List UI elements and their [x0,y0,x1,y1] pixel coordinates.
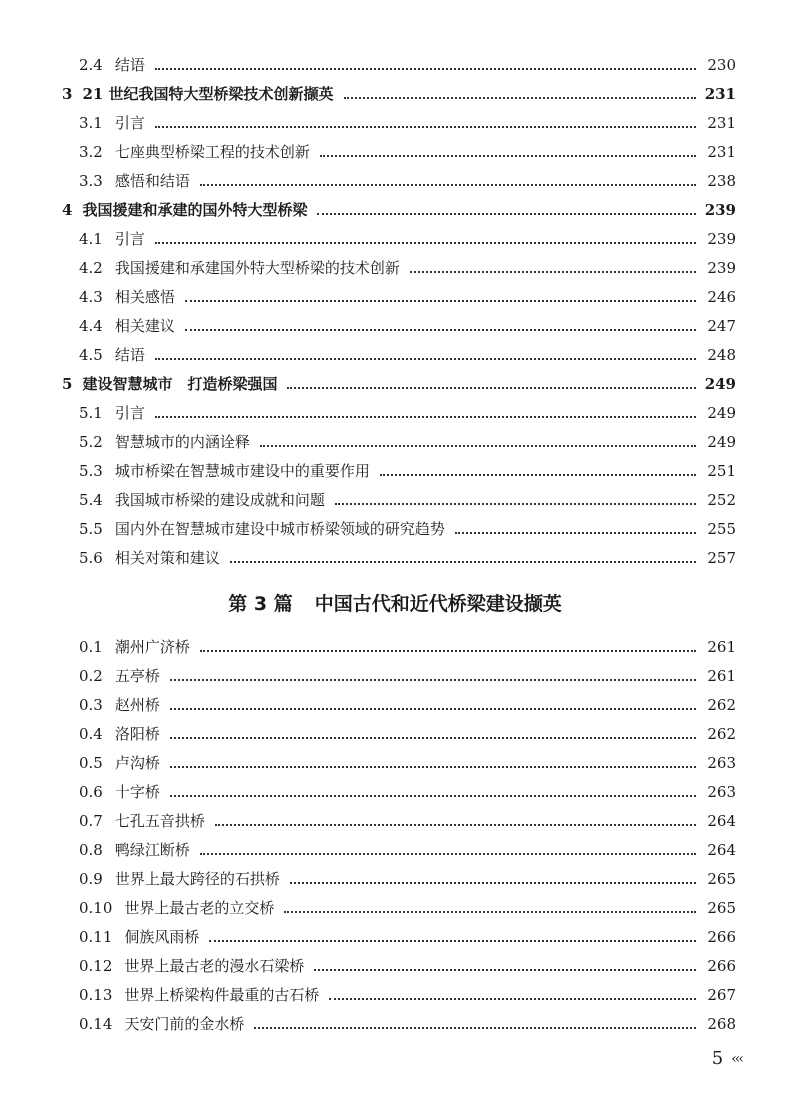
toc-section-continued [0,50,790,572]
toc-entry-number: 0.4 [79,724,103,743]
toc-section-entry[interactable] [0,1009,790,1038]
toc-entry-number: 0.10 [79,898,113,917]
toc-section-entry[interactable] [0,835,790,864]
toc-entry-title: 相关感悟 [114,288,175,306]
dot-leader [335,502,696,505]
toc-entry-title: 卢沟桥 [114,754,160,772]
toc-entry-page: 248 [707,345,736,364]
toc-entry-title: 我国城市桥梁的建设成就和问题 [114,491,325,509]
toc-entry-title: 我国援建和承建国外特大型桥梁的技术创新 [114,259,400,277]
toc-entry-title: 十字桥 [114,783,160,801]
toc-section-part3 [0,632,790,1038]
toc-entry-title: 天安门前的金水桥 [124,1015,245,1033]
toc-section-entry[interactable] [0,980,790,1009]
toc-entry-title: 引言 [114,230,145,248]
toc-entry-number: 0.2 [79,666,103,685]
toc-entry-page: 247 [707,316,736,335]
toc-entry-page: 249 [707,432,736,451]
toc-entry-number: 2.4 [79,55,103,74]
toc-entry-page: 231 [707,142,736,161]
toc-entry-number: 5.4 [79,490,103,509]
dot-leader [155,415,696,418]
dot-leader [314,968,696,971]
dot-leader [455,531,696,534]
page-footer [712,1048,742,1069]
toc-entry-title: 城市桥梁在智慧城市建设中的重要作用 [114,462,370,480]
part-heading [0,572,790,632]
toc-section-entry[interactable] [0,427,790,456]
dot-leader [344,96,696,99]
dot-leader [329,997,696,1000]
toc-entry-title: 结语 [114,346,145,364]
toc-entry-number: 0.11 [79,927,113,946]
dot-leader [155,125,696,128]
toc-entry-number: 4.1 [79,229,103,248]
toc-entry-title: 引言 [114,114,145,132]
toc-entry-number: 5.6 [79,548,103,567]
toc-entry-number: 0.3 [79,695,103,714]
dot-leader [200,852,696,855]
toc-entry-number: 5.5 [79,519,103,538]
toc-entry-title: 结语 [114,56,145,74]
toc-section-entry[interactable] [0,253,790,282]
toc-entry-title: 智慧城市的内涵诠释 [114,433,250,451]
toc-entry-page: 249 [704,374,736,393]
toc-section-entry[interactable] [0,282,790,311]
toc-chapter-entry[interactable] [0,195,790,224]
toc-entry-page: 239 [707,258,736,277]
toc-entry-title: 21 世纪我国特大型桥梁技术创新撷英 [82,85,334,103]
dot-leader [215,823,696,826]
dot-leader [170,765,696,768]
dot-leader [230,560,696,563]
toc-section-entry[interactable] [0,719,790,748]
dot-leader [380,473,696,476]
toc-entry-page: 266 [707,956,736,975]
part-title: 中国古代和近代桥梁建设撷英 [314,592,562,615]
dot-leader [287,386,696,389]
toc-entry-title: 世界上桥梁构件最重的古石桥 [124,986,320,1004]
toc-entry-title: 世界上最古老的立交桥 [124,899,275,917]
toc-entry-title: 七孔五音拱桥 [114,812,205,830]
toc-entry-number: 0.14 [79,1014,113,1033]
toc-entry-title: 洛阳桥 [114,725,160,743]
dot-leader [155,241,696,244]
dot-leader [155,357,696,360]
toc-entry-title: 世界上最古老的漫水石梁桥 [124,957,305,975]
dot-leader [185,299,696,302]
dot-leader [260,444,696,447]
dot-leader [170,678,696,681]
dot-leader [170,736,696,739]
toc-section-entry[interactable] [0,951,790,980]
toc-entry-page: 239 [704,200,736,219]
toc-chapter-entry[interactable] [0,369,790,398]
toc-entry-page: 239 [707,229,736,248]
toc-entry-page: 255 [707,519,736,538]
toc-entry-number: 3.1 [79,113,103,132]
dot-leader [290,881,696,884]
dot-leader [209,939,696,942]
dot-leader [284,910,696,913]
toc-entry-page: 263 [707,753,736,772]
toc-entry-page: 265 [707,869,736,888]
toc-section-entry[interactable] [0,50,790,79]
toc-entry-page: 252 [707,490,736,509]
dot-leader [185,328,696,331]
toc-entry-title: 七座典型桥梁工程的技术创新 [114,143,310,161]
toc-entry-page: 267 [707,985,736,1004]
toc-section-entry[interactable] [0,340,790,369]
toc-entry-title: 潮州广济桥 [114,638,190,656]
toc-section-entry[interactable] [0,108,790,137]
page-number: 5 [711,1048,724,1069]
toc-entry-title: 建设智慧城市 打造桥梁强国 [82,375,278,393]
toc-entry-number: 4.3 [79,287,103,306]
toc-entry-page: 261 [707,637,736,656]
toc-entry-number: 4 [62,200,73,219]
toc-entry-title: 我国援建和承建的国外特大型桥梁 [82,201,308,219]
toc-section-entry[interactable] [0,893,790,922]
toc-entry-title: 引言 [114,404,145,422]
dot-leader [200,649,696,652]
toc-section-entry[interactable] [0,224,790,253]
toc-section-entry[interactable] [0,748,790,777]
toc-entry-page: 268 [707,1014,736,1033]
toc-entry-number: 0.6 [79,782,103,801]
toc-entry-page: 264 [707,811,736,830]
table-of-contents [0,50,790,1038]
toc-entry-title: 五亭桥 [114,667,160,685]
toc-entry-page: 251 [707,461,736,480]
toc-entry-title: 相关对策和建议 [114,549,220,567]
dot-leader [254,1026,696,1029]
toc-entry-page: 230 [707,55,736,74]
toc-entry-title: 世界上最大跨径的石拱桥 [114,870,280,888]
toc-entry-title: 赵州桥 [114,696,160,714]
toc-entry-number: 0.13 [79,985,113,1004]
toc-section-entry[interactable] [0,806,790,835]
toc-entry-number: 0.1 [79,637,103,656]
toc-entry-page: 257 [707,548,736,567]
toc-entry-number: 4.2 [79,258,103,277]
toc-entry-number: 0.12 [79,956,113,975]
toc-entry-title: 国内外在智慧城市建设中城市桥梁领域的研究趋势 [114,520,445,538]
dot-leader [320,154,696,157]
toc-entry-page: 238 [707,171,736,190]
toc-entry-page: 249 [707,403,736,422]
toc-entry-number: 3.2 [79,142,103,161]
toc-entry-page: 262 [707,695,736,714]
toc-entry-number: 0.8 [79,840,103,859]
part-label: 第 3 篇 [228,592,293,615]
toc-entry-number: 5.3 [79,461,103,480]
toc-entry-title: 感悟和结语 [114,172,190,190]
toc-section-entry[interactable] [0,514,790,543]
toc-section-entry[interactable] [0,777,790,806]
toc-entry-number: 0.7 [79,811,103,830]
toc-entry-number: 4.5 [79,345,103,364]
toc-entry-number: 5.2 [79,432,103,451]
toc-entry-page: 246 [707,287,736,306]
dot-leader [170,707,696,710]
toc-section-entry[interactable] [0,690,790,719]
toc-entry-page: 265 [707,898,736,917]
toc-entry-page: 264 [707,840,736,859]
toc-section-entry[interactable] [0,166,790,195]
toc-section-entry[interactable] [0,922,790,951]
toc-section-entry[interactable] [0,398,790,427]
dot-leader [170,794,696,797]
toc-section-entry[interactable] [0,632,790,661]
dot-leader [317,212,696,215]
toc-entry-number: 3.3 [79,171,103,190]
toc-entry-number: 3 [62,84,73,103]
toc-entry-number: 5 [62,374,73,393]
toc-entry-page: 263 [707,782,736,801]
dot-leader [410,270,696,273]
toc-entry-page: 266 [707,927,736,946]
toc-entry-number: 5.1 [79,403,103,422]
page-marker: ‹‹‹ [731,1050,742,1067]
toc-entry-page: 231 [704,84,736,103]
toc-section-entry[interactable] [0,137,790,166]
toc-entry-page: 231 [707,113,736,132]
toc-entry-page: 261 [707,666,736,685]
toc-entry-number: 4.4 [79,316,103,335]
toc-section-entry[interactable] [0,864,790,893]
toc-entry-title: 侗族风雨桥 [124,928,200,946]
toc-entry-number: 0.9 [79,869,103,888]
toc-section-entry[interactable] [0,485,790,514]
dot-leader [155,67,696,70]
dot-leader [200,183,696,186]
toc-entry-number: 0.5 [79,753,103,772]
toc-chapter-entry[interactable] [0,79,790,108]
toc-section-entry[interactable] [0,311,790,340]
toc-section-entry[interactable] [0,661,790,690]
toc-entry-page: 262 [707,724,736,743]
toc-section-entry[interactable] [0,543,790,572]
toc-entry-title: 相关建议 [114,317,175,335]
toc-entry-title: 鸭绿江断桥 [114,841,190,859]
toc-section-entry[interactable] [0,456,790,485]
